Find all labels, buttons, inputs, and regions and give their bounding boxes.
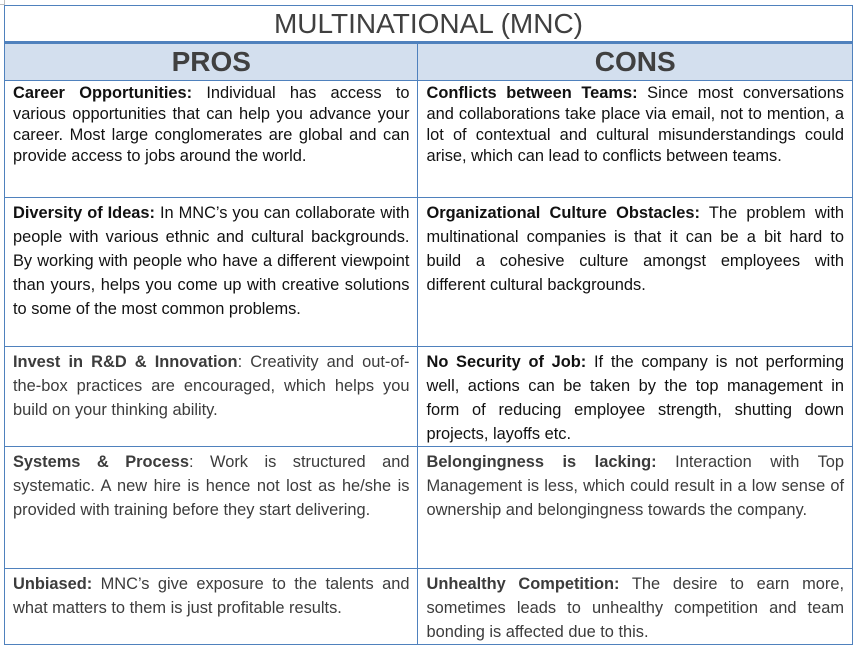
- table-title: MULTINATIONAL (MNC): [5, 6, 853, 43]
- pro-heading: Career Opportunities:: [13, 84, 193, 102]
- con-text: Since most conversations and collaborations take place via email, not to mention, a lot of contextual and cultural misunderstandings could arise, which can lead to conflicts between teams.: [426, 84, 845, 165]
- con-text: The problem with multinational companies is that it can be a bit hard to build a cohesive culture amongst employees with different cultural backgrounds.: [426, 204, 845, 294]
- table-row: [5, 447, 853, 569]
- pro-cell-unbiased: [5, 569, 418, 645]
- pro-cell-career-opportunities: [5, 81, 418, 198]
- pro-text: Individual has access to various opportunities that can help you advance your career. Most large conglomerates are global and can provide access to jobs around the world.: [13, 84, 410, 165]
- pro-text: MNC’s give exposure to the talents and what matters to them is just profitable results.: [13, 575, 410, 617]
- con-heading: Organizational Culture Obstacles:: [426, 204, 700, 222]
- pro-heading: Unbiased:: [13, 575, 93, 593]
- con-text: The desire to earn more, sometimes leads to unhealthy competition and team bonding is affected due to this.: [426, 575, 844, 641]
- pro-cell-systems-and-process: [5, 447, 418, 569]
- pro-cell-invest-in-rnd: [5, 347, 418, 447]
- pro-text: : Creativity and out-of-the-box practices are encouraged, which helps you build on your thinking ability.: [13, 353, 410, 419]
- table-row: [5, 347, 853, 447]
- table-row: [5, 81, 853, 198]
- con-heading: Conflicts between Teams:: [426, 84, 638, 102]
- table-row: [5, 569, 853, 645]
- pro-cell-diversity-of-ideas: [5, 198, 418, 347]
- pro-heading: Invest in R&D & Innovation: [13, 353, 238, 371]
- con-cell-organizational-culture-obstacles: [418, 198, 853, 347]
- pro-text: : Work is structured and systematic. A new hire is hence not lost as he/she is provided with training before they start delivering.: [13, 453, 410, 519]
- con-heading: Unhealthy Competition:: [426, 575, 620, 593]
- con-cell-unhealthy-competition: [418, 569, 853, 645]
- con-text: Interaction with Top Management is less, which could result in a low sense of ownership and belongingness towards the company.: [426, 453, 844, 519]
- pros-header: PROS: [5, 43, 418, 81]
- con-cell-no-security-of-job: [418, 347, 853, 447]
- con-cell-belongingness-is-lacking: [418, 447, 853, 569]
- pro-heading: Diversity of Ideas:: [13, 204, 156, 222]
- pro-heading: Systems & Process: [13, 453, 190, 471]
- con-heading: Belongingness is lacking:: [426, 453, 657, 471]
- con-cell-conflicts-between-teams: [418, 81, 853, 198]
- pro-text: In MNC’s you can collaborate with people with various ethnic and cultural backgrounds. By working with people who have a different viewpoint than yours, helps you come up with creative solutions to some of the most common problems.: [13, 204, 410, 318]
- con-text: If the company is not performing well, actions can be taken by the top management in form of reducing employee strength, shutting down projects, layoffs etc.: [426, 353, 844, 443]
- pros-cons-table: [4, 5, 853, 645]
- column-header-row: [5, 43, 853, 81]
- title-row: [5, 6, 853, 43]
- table-row: [5, 198, 853, 347]
- cons-header: CONS: [418, 43, 853, 81]
- con-heading: No Security of Job:: [426, 353, 587, 371]
